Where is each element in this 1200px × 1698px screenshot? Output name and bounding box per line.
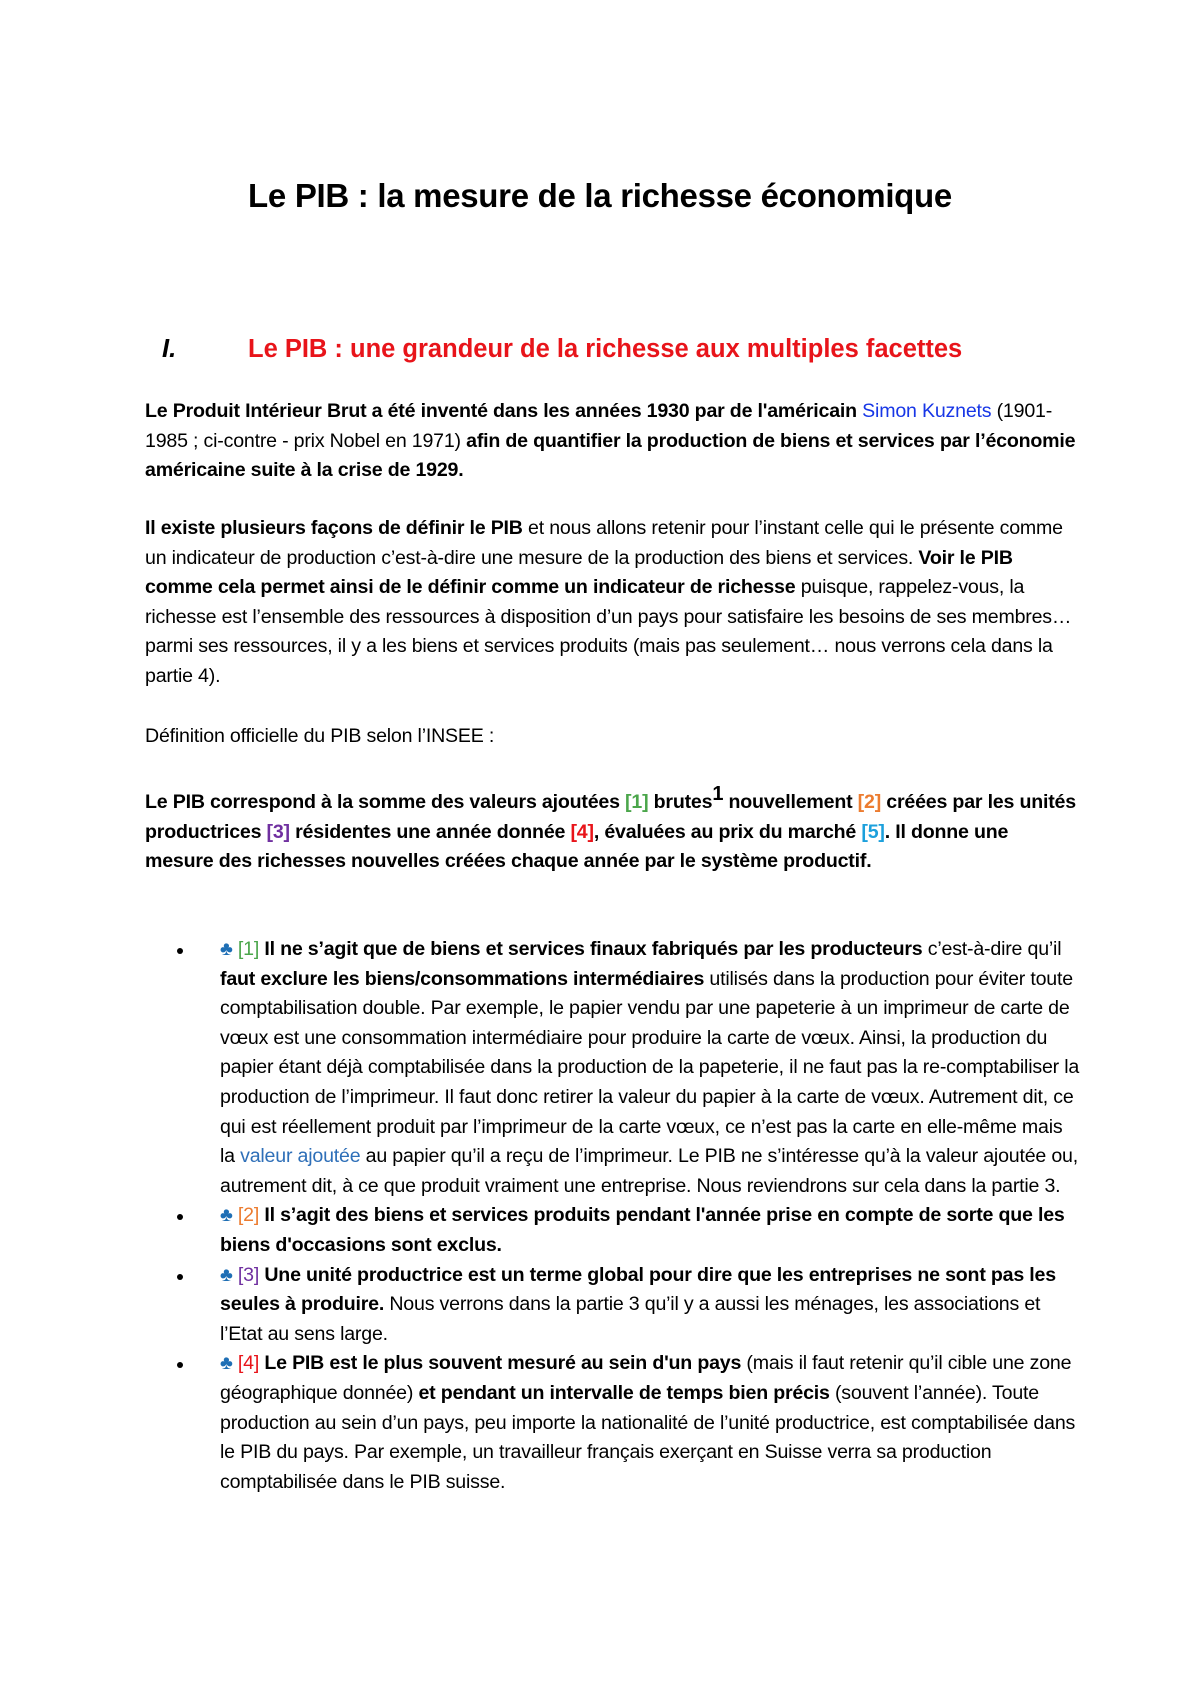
club-icon: ♣ (220, 1204, 233, 1227)
list-item (170, 935, 1080, 1201)
club-icon: ♣ (220, 1263, 233, 1286)
item-2-bold-a: Il s’agit des biens et services produits pendant l'année prise en compte de sorte que les biens d'occasions sont exclus. (220, 1204, 1065, 1256)
explanation-list (170, 935, 1080, 1497)
pib-def-text-g: . Il donne une mesure des richesses nouvelles créées chaque année par le système productif. (145, 820, 1009, 872)
section-heading (162, 333, 1062, 365)
bullet-dot-icon (177, 1214, 183, 1220)
bullet-dot-icon (177, 1362, 183, 1368)
item-1-text-e: au papier qu’il a reçu de l’imprimeur. Le PIB ne s’intéresse qu’à la valeur ajoutée ou, autrement dit, à ce que produit vraiment une entreprise. Nous reviendrons sur cela dans la partie 3. (220, 1145, 1078, 1197)
ref-5: [5] (861, 820, 885, 843)
bullet-dot-icon (177, 948, 183, 954)
list-item (170, 1349, 1080, 1497)
item-4-text-d: (souvent l’année). Toute production au sein d’un pays, peu importe la nationalité de l’unité productrice, est comptabilisée dans le PIB du pays. Par exemple, un travailleur français exerçant en Suisse verra sa production comptabilisée dans le PIB suisse. (220, 1381, 1076, 1493)
ref-2: [2] (857, 791, 882, 813)
item-1-text-b: c’est-à-dire qu’il (922, 938, 1062, 960)
club-icon: ♣ (220, 1352, 233, 1375)
item-3-bold-a: Une unité productrice est un terme global pour dire que les entreprises ne sont pas les seules à produire. (220, 1263, 1056, 1316)
pib-def-text-f: , évaluées au prix du marché (593, 820, 862, 843)
definitions-bold-start: Il existe plusieurs façons de définir le PIB (145, 517, 523, 539)
definitions-text: et nous allons retenir pour l’instant celle qui le présente comme un indicateur de production c’est-à-dire une mesure de la production des biens et services. (145, 517, 1063, 569)
item-1-text-d: utilisés dans la production pour éviter toute comptabilisation double. Par exemple, le papier vendu par une papeterie à un imprimeur de carte de vœux est une consommation intermédiaire pour produire la carte de vœux. Ainsi, la production du papier étant déjà comptabilisée dans la production de la papeterie, il ne faut pas la re-comptabiliser la production de l’imprimeur. Il faut donc retirer la valeur du papier à la carte de vœux. Autrement dit, ce qui est réellement produit par l’imprimeur de la carte vœux, ce n’est pas la carte en elle-même mais la (220, 967, 1080, 1168)
insee-definition-label: Définition officielle du PIB selon l’INSEE : (145, 725, 495, 747)
item-1-bold-a: Il ne s’agit que de biens et services finaux fabriqués par les producteurs (259, 938, 923, 960)
item-4-text-b: (mais il faut retenir qu’il cible une zone géographique donnée) (220, 1352, 1072, 1404)
pib-def-text-c: nouvellement (723, 791, 858, 813)
intro-dates-text: (1901-1985 ; ci-contre - prix Nobel en 1971) (145, 400, 1053, 452)
list-item (170, 1201, 1080, 1260)
ref-1: [1] (625, 791, 649, 813)
pib-def-text-d: créées par les unités productrices (145, 791, 1076, 843)
ref-3: [3] (266, 820, 290, 843)
definitions-bold-richesse: Voir le PIB comme cela permet ainsi de le définir comme un indicateur de richesse (145, 546, 1013, 598)
pib-def-text-b: brutes (648, 791, 713, 813)
item-1-bold-c: faut exclure les biens/consommations intermédiaires (220, 967, 705, 990)
intro-purpose-text: afin de quantifier la production de biens et services par l’économie américaine suite à la crise de 1929. (145, 429, 1076, 481)
ref-3: [3] (237, 1263, 260, 1286)
item-4-bold-c: et pendant un intervalle de temps bien précis (418, 1381, 830, 1404)
club-icon: ♣ (220, 938, 233, 960)
definitions-text-end: puisque, rappelez-vous, la richesse est l’ensemble des ressources à disposition d’un pays pour satisfaire les besoins de ses membres… parmi ses ressources, il y a les biens et services produits (mais pas seulement… nous verrons cela dans la partie 4). (145, 576, 1072, 687)
ref-2: [2] (237, 1204, 260, 1227)
ref-4: [4] (570, 820, 594, 843)
pib-def-text-a: Le PIB correspond à la somme des valeurs ajoutées (145, 791, 626, 813)
item-4-bold-a: Le PIB est le plus souvent mesuré au sein d'un pays (259, 1352, 742, 1375)
intro-bold-text: Le Produit Intérieur Brut a été inventé dans les années 1930 par de l'américain (145, 400, 863, 422)
page-title: Le PIB : la mesure de la richesse économique (248, 177, 952, 214)
bullet-dot-icon (177, 1274, 183, 1280)
item-3-text-b: Nous verrons dans la partie 3 qu’il y a aussi les ménages, les associations et l’Etat au sens large. (220, 1293, 1041, 1345)
paragraph-intro (145, 397, 1080, 486)
section-number: I. (162, 335, 177, 363)
section-title: Le PIB : une grandeur de la richesse aux multiples facettes (248, 335, 963, 363)
list-item (170, 1261, 1080, 1350)
footnote-marker: 1 (712, 783, 724, 805)
person-name-link: Simon Kuznets (862, 400, 992, 422)
valeur-ajoutee-link[interactable]: valeur ajoutée (240, 1145, 361, 1168)
pib-definition (145, 783, 1080, 877)
ref-4: [4] (237, 1352, 260, 1375)
ref-1: [1] (237, 938, 260, 960)
pib-def-text-e: résidentes une année donnée (289, 820, 571, 843)
paragraph-definitions (145, 514, 1080, 691)
